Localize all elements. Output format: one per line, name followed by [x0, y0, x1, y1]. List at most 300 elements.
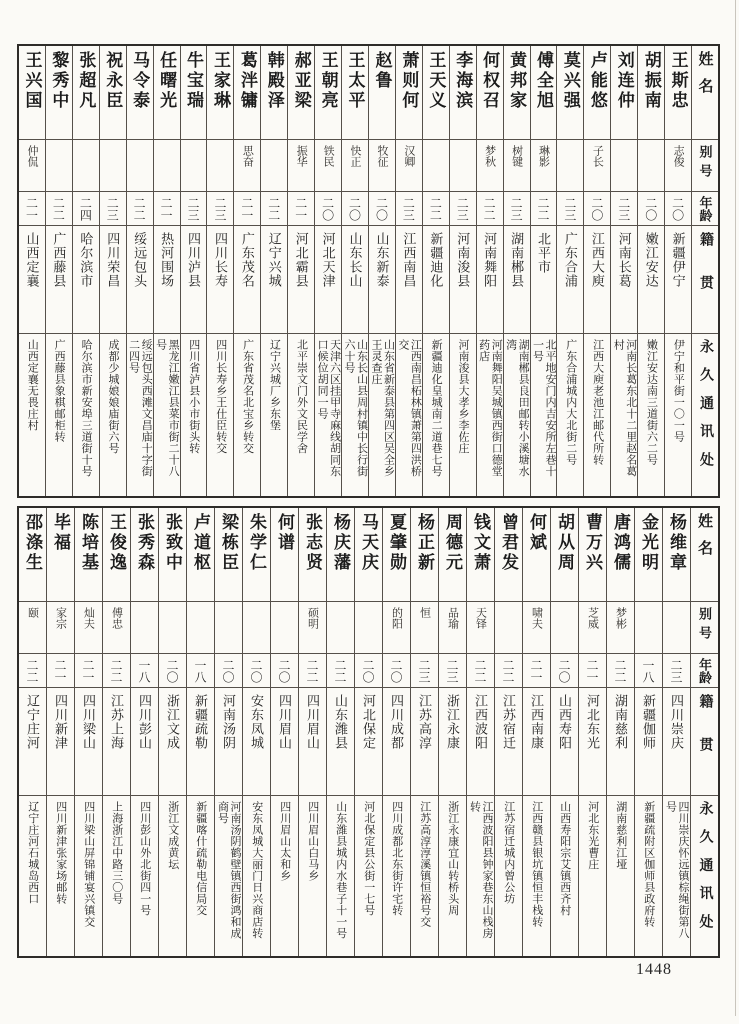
entry-column	[126, 46, 153, 496]
entry-address-cell	[355, 796, 382, 956]
entry-alias: 家宗	[54, 607, 67, 629]
entry-origin-cell	[423, 226, 449, 334]
entry-alias-cell	[584, 140, 610, 192]
entry-origin-cell	[131, 688, 158, 796]
entry-name: 何权召	[480, 51, 500, 111]
entry-alias: 思奋	[241, 145, 254, 167]
entry-alias: 硕明	[306, 607, 319, 629]
entry-origin-cell	[75, 688, 102, 796]
entry-address-cell	[207, 334, 233, 496]
entry-name: 莫兴强	[560, 51, 580, 111]
entry-address: 山东潍县城内水巷子十一号	[334, 801, 347, 939]
entry-origin-cell	[327, 688, 354, 796]
entry-address: 江苏宿迁城内曾公坊	[502, 801, 515, 905]
entry-column	[662, 508, 690, 956]
entry-age: 二三	[401, 196, 416, 221]
entry-age: 二二	[51, 196, 66, 221]
entry-alias: 梦彬	[614, 607, 627, 629]
entry-origin-cell	[73, 226, 99, 334]
entry-origin-cell	[215, 688, 242, 796]
entry-address-cell	[73, 334, 99, 496]
entry-age: 二二	[501, 658, 515, 683]
entry-age: 二三	[509, 196, 524, 221]
entry-origin: 浙江文成	[165, 694, 180, 750]
entry-address-cell	[299, 796, 326, 956]
entry-origin: 江西波阳	[473, 694, 488, 750]
entry-age: 二一	[239, 196, 254, 221]
entry-name: 黎秀中	[49, 51, 69, 111]
entry-origin: 山东长山	[347, 232, 363, 288]
entry-column	[326, 508, 354, 956]
entry-age-cell	[215, 654, 242, 688]
entry-age-cell	[299, 654, 326, 688]
entry-origin-cell	[439, 688, 466, 796]
entry-address-cell	[127, 334, 153, 496]
entry-name-cell	[691, 508, 718, 602]
entry-column	[494, 508, 522, 956]
entry-column	[522, 508, 550, 956]
entry-origin-cell	[207, 226, 233, 334]
entry-address-cell	[611, 334, 637, 496]
entry-address-cell	[327, 796, 354, 956]
entry-address-cell	[288, 334, 314, 496]
entry-name: 金光明	[639, 513, 658, 573]
entry-alias-cell	[299, 602, 326, 654]
entry-age-cell	[638, 192, 664, 226]
entry-origin: 湖南慈利	[613, 694, 628, 750]
entry-age-cell	[327, 654, 354, 688]
entry-column	[74, 508, 102, 956]
entry-address-cell	[477, 334, 503, 496]
entry-name: 傅全旭	[534, 51, 553, 111]
entry-alias-cell	[131, 602, 158, 654]
entry-column	[158, 508, 186, 956]
entry-origin: 四川新津	[53, 694, 68, 750]
entry-origin-cell	[579, 688, 606, 796]
entry-age: 二〇	[165, 658, 179, 683]
entry-origin: 新疆伽师	[641, 694, 656, 750]
entry-alias-cell	[355, 602, 382, 654]
entry-name: 胡振南	[641, 51, 661, 111]
entry-alias-cell	[261, 140, 287, 192]
entry-origin-cell	[691, 688, 718, 796]
entry-origin: 江西南昌	[401, 232, 417, 288]
header-column	[690, 508, 718, 956]
entry-age-cell	[579, 654, 606, 688]
directory-table-lower	[17, 506, 720, 958]
entry-origin-cell	[383, 688, 410, 796]
entry-address: 湖南郴县良田邮转小溪塘水湾	[504, 339, 530, 477]
entry-age-cell	[154, 192, 180, 226]
entry-address: 天津六区挂甲寺麻线胡同东口候位胡同一号	[316, 339, 341, 477]
entry-name-cell	[551, 508, 578, 602]
entry-name: 梁栋臣	[219, 513, 238, 573]
entry-origin-cell	[103, 688, 130, 796]
entry-address-cell	[103, 796, 130, 956]
entry-name: 王俊逸	[107, 513, 126, 573]
entry-address-cell	[234, 334, 260, 496]
entry-alias-cell	[495, 602, 522, 654]
entry-address: 四川彭山外北街四一号	[138, 801, 151, 916]
entry-alias: 颐	[26, 607, 39, 618]
entry-origin-cell	[19, 688, 46, 796]
entry-origin-cell	[100, 226, 126, 334]
entry-origin: 河北保定	[361, 694, 376, 750]
entry-age: 二二	[266, 196, 281, 221]
header-column	[691, 46, 718, 496]
entry-address: 河南长葛东北十二里赵名葛村	[612, 339, 637, 477]
entry-age-cell	[342, 192, 368, 226]
entry-age-cell	[261, 192, 287, 226]
entry-name-cell	[103, 508, 130, 602]
entry-address: 上海浙江中路三〇号	[110, 801, 123, 905]
entry-address: 河北东光曹庄	[586, 801, 599, 870]
entry-column	[186, 508, 214, 956]
entry-age: 二一	[293, 196, 308, 221]
entry-alias: 品瑜	[446, 607, 459, 629]
entry-address: 四川成都北东街许宅转	[390, 801, 403, 916]
entry-age-cell	[159, 654, 186, 688]
entry-age-cell	[531, 192, 557, 226]
entry-address: 北平地安门内吉安所左巷十一号	[531, 339, 557, 477]
entry-alias: 快正	[349, 145, 362, 167]
entry-origin: 嫩江安达	[643, 232, 659, 288]
entry-name: 毕福	[51, 513, 70, 553]
entry-age-cell	[557, 192, 583, 226]
entry-address: 河北保定县公街一七号	[362, 801, 375, 916]
entry-address: 江苏高淳淳溪镇恒裕号交	[418, 801, 431, 928]
entry-alias-cell	[439, 602, 466, 654]
entry-origin-cell	[467, 688, 494, 796]
entry-origin: 河北东光	[585, 694, 600, 750]
entry-age: 二一	[529, 658, 543, 683]
entry-age-cell	[127, 192, 153, 226]
entry-alias: 铁民	[322, 145, 335, 167]
entry-origin: 河南浚县	[455, 232, 471, 288]
entry-name: 郝亚梁	[291, 51, 311, 111]
entry-origin: 新疆疏勒	[193, 694, 208, 750]
entry-column	[637, 46, 664, 496]
entry-age-cell	[523, 654, 550, 688]
entry-name-cell	[131, 508, 158, 602]
entry-name: 王斯忠	[668, 51, 688, 111]
entry-name: 何谱	[275, 513, 294, 553]
entry-address: 新疆疏附区伽师县政府转	[642, 801, 655, 928]
entry-origin: 绥远包头	[132, 232, 148, 288]
entry-name: 萧则何	[399, 51, 419, 111]
entry-alias: 的阳	[390, 607, 403, 629]
entry-name-cell	[638, 46, 664, 140]
entry-address: 江西大庾老池江邮代所转	[591, 339, 604, 466]
entry-age: 二〇	[320, 196, 335, 221]
entry-origin-cell	[635, 688, 662, 796]
entry-origin-cell	[551, 688, 578, 796]
entry-age: 二二	[428, 196, 443, 221]
entry-origin-cell	[181, 226, 207, 334]
entry-origin-cell	[154, 226, 180, 334]
entry-column	[634, 508, 662, 956]
entry-column	[530, 46, 557, 496]
entry-origin-cell	[159, 688, 186, 796]
entry-alias: 振华	[295, 145, 308, 167]
entry-origin-cell	[288, 226, 314, 334]
entry-origin: 江苏上海	[109, 694, 124, 750]
entry-name-cell	[579, 508, 606, 602]
entry-age: 二〇	[277, 658, 291, 683]
entry-origin-cell	[46, 226, 72, 334]
entry-column	[287, 46, 314, 496]
column-header-age: 年龄	[697, 657, 712, 684]
entry-column	[72, 46, 99, 496]
entry-alias-cell	[665, 140, 691, 192]
entry-origin: 新疆伊宁	[670, 232, 686, 288]
entry-name: 任曙光	[157, 51, 177, 111]
entry-name-cell	[450, 46, 476, 140]
entry-column	[233, 46, 260, 496]
column-header-name: 姓名	[696, 513, 712, 567]
entry-name-cell	[19, 46, 45, 140]
entry-address-cell	[411, 796, 438, 956]
entry-alias-cell	[271, 602, 298, 654]
entry-address: 新疆迪化皇城南二道巷七号	[430, 339, 443, 477]
entry-address-cell	[607, 796, 634, 956]
entry-column	[449, 46, 476, 496]
entry-age-cell	[665, 192, 691, 226]
entry-alias-cell	[315, 140, 341, 192]
entry-address: 四川梁山屏锦铺宴兴镇交	[82, 801, 95, 928]
entry-address-cell	[243, 796, 270, 956]
entry-address: 伊宁和平街一〇一号	[672, 339, 685, 443]
entry-address: 山西寿阳宗艾镇西齐村	[558, 801, 571, 916]
entry-age: 二〇	[557, 658, 571, 683]
entry-alias-cell	[342, 140, 368, 192]
entry-age-cell	[691, 654, 718, 688]
entry-origin-cell	[611, 226, 637, 334]
entry-origin: 河南长葛	[616, 232, 632, 288]
entry-address: 黑龙江嫩江县菜市街二十八号	[154, 339, 180, 477]
entry-address-cell	[691, 796, 718, 956]
entry-alias-cell	[523, 602, 550, 654]
entry-column	[314, 46, 341, 496]
entry-address: 湖南慈利江垭	[614, 801, 627, 870]
entry-address: 四川省泸县小市街头转	[187, 339, 200, 454]
entry-origin: 江西南康	[529, 694, 544, 750]
entry-column	[260, 46, 287, 496]
entry-age: 二一	[53, 658, 67, 683]
entry-age-cell	[234, 192, 260, 226]
entry-address-cell	[19, 334, 45, 496]
entry-age-cell	[75, 654, 102, 688]
entry-name: 刘连仲	[614, 51, 634, 111]
entry-name-cell	[288, 46, 314, 140]
entry-name: 王家琳	[210, 51, 230, 111]
entry-column	[214, 508, 242, 956]
entry-age: 二一	[159, 196, 174, 221]
entry-name-cell	[477, 46, 503, 140]
entry-name-cell	[557, 46, 583, 140]
entry-age: 二三	[417, 658, 431, 683]
entry-alias-cell	[127, 140, 153, 192]
entry-name-cell	[607, 508, 634, 602]
entry-age: 二三	[212, 196, 227, 221]
entry-alias-cell	[579, 602, 606, 654]
entry-name-cell	[423, 46, 449, 140]
entry-age-cell	[663, 654, 690, 688]
entry-address-cell	[271, 796, 298, 956]
entry-age: 一八	[137, 658, 151, 683]
entry-age-cell	[467, 654, 494, 688]
entry-alias-cell	[692, 140, 718, 192]
entry-name-cell	[46, 46, 72, 140]
entry-name-cell	[467, 508, 494, 602]
entry-address: 江西波阳县钟家巷东山栈房转	[468, 801, 494, 939]
entry-column	[466, 508, 494, 956]
entry-age-cell	[187, 654, 214, 688]
entry-address: 山西定襄无畏庄村	[26, 339, 39, 431]
entry-address: 四川长寿乡王仕臣转交	[214, 339, 227, 454]
entry-name: 张志贤	[303, 513, 322, 573]
entry-origin: 四川眉山	[305, 694, 320, 750]
entry-origin-cell	[396, 226, 422, 334]
entry-name-cell	[342, 46, 368, 140]
entry-name-cell	[369, 46, 395, 140]
entry-address-cell	[181, 334, 207, 496]
entry-age-cell	[635, 654, 662, 688]
entry-name-cell	[75, 508, 102, 602]
entry-origin: 热河围场	[159, 232, 175, 288]
entry-origin: 河南舞阳	[482, 232, 498, 288]
entry-name: 唐鸿儒	[611, 513, 630, 573]
entry-alias: 树键	[510, 145, 523, 167]
entry-address-cell	[131, 796, 158, 956]
entry-alias-cell	[638, 140, 664, 192]
entry-origin-cell	[355, 688, 382, 796]
entry-origin-cell	[234, 226, 260, 334]
entry-column	[550, 508, 578, 956]
entry-origin: 广东茂名	[239, 232, 255, 288]
entry-origin: 四川崇庆	[669, 694, 684, 750]
entry-address-cell	[495, 796, 522, 956]
entry-age: 二〇	[221, 658, 235, 683]
entry-alias-cell	[159, 602, 186, 654]
entry-address: 河南浚县大孝乡李佐庄	[457, 339, 469, 454]
entry-name-cell	[154, 46, 180, 140]
entry-column	[556, 46, 583, 496]
entry-name-cell	[73, 46, 99, 140]
entry-name: 夏肇勋	[387, 513, 406, 573]
entry-origin-cell	[187, 688, 214, 796]
entry-address: 安东凤城大丽门日兴商店转	[250, 801, 263, 939]
entry-name: 邵涤生	[23, 513, 42, 573]
entry-column	[130, 508, 158, 956]
column-header-origin: 籍贯	[697, 694, 713, 781]
entry-column	[46, 508, 74, 956]
entry-alias-cell	[46, 140, 72, 192]
entry-origin: 江苏宿迁	[501, 694, 516, 750]
entry-origin-cell	[315, 226, 341, 334]
entry-alias-cell	[215, 602, 242, 654]
entry-alias-cell	[504, 140, 530, 192]
entry-address-cell	[635, 796, 662, 956]
entry-age-cell	[611, 192, 637, 226]
entry-column	[410, 508, 438, 956]
entry-age: 二三	[669, 658, 683, 683]
entry-name: 牛宝瑞	[184, 51, 204, 111]
entry-column	[610, 46, 637, 496]
entry-age: 二一	[585, 658, 599, 683]
entry-address: 江西南昌柘林镇萧第四洪桥交	[396, 339, 422, 477]
entry-age-cell	[383, 654, 410, 688]
entry-age: 二〇	[249, 658, 263, 683]
entry-age: 二三	[105, 196, 120, 221]
entry-name: 张超凡	[76, 51, 96, 111]
entry-alias-cell	[551, 602, 578, 654]
entry-name: 韩殿泽	[264, 51, 284, 111]
entry-column	[206, 46, 233, 496]
entry-origin: 辽宁兴城	[266, 232, 282, 288]
entry-age: 二三	[562, 196, 577, 221]
entry-age-cell	[369, 192, 395, 226]
entry-origin: 安东凤城	[249, 694, 264, 750]
entry-alias-cell	[607, 602, 634, 654]
entry-address: 成都少城娘娘庙街六号	[107, 339, 120, 454]
entry-age: 二三	[445, 658, 459, 683]
entry-column	[578, 508, 606, 956]
entry-name: 卢能悠	[587, 51, 607, 111]
entry-address: 河南汤阴鹤壁镇西街鸿和成商号	[216, 801, 242, 939]
entry-address-cell	[638, 334, 664, 496]
entry-column	[476, 46, 503, 496]
entry-alias-cell	[207, 140, 233, 192]
entry-name-cell	[19, 508, 46, 602]
entry-name-cell	[439, 508, 466, 602]
entry-origin-cell	[638, 226, 664, 334]
entry-origin: 北平市	[536, 232, 551, 274]
entry-name-cell	[584, 46, 610, 140]
entry-address: 辽宁庄河石城岛西口	[26, 801, 39, 905]
entry-origin-cell	[299, 688, 326, 796]
entry-address: 新疆喀什疏勒电信局交	[194, 801, 207, 916]
entry-age-cell	[450, 192, 476, 226]
column-header-origin: 籍贯	[698, 232, 714, 319]
entry-alias: 恒	[418, 607, 431, 618]
entry-origin: 山西定襄	[24, 232, 40, 288]
entry-address-cell	[154, 334, 180, 496]
entry-address-cell	[665, 334, 691, 496]
entry-origin-cell	[243, 688, 270, 796]
entry-origin: 广西藤县	[51, 232, 67, 288]
entry-origin: 四川长寿	[212, 232, 228, 288]
entry-origin-cell	[504, 226, 530, 334]
entry-address-cell	[47, 796, 74, 956]
entry-column	[298, 508, 326, 956]
entry-name: 王太平	[345, 51, 365, 111]
entry-alias-cell	[635, 602, 662, 654]
entry-address-cell	[75, 796, 102, 956]
entry-age: 一八	[193, 658, 207, 683]
entry-address-cell	[46, 334, 72, 496]
entry-name-cell	[523, 508, 550, 602]
entry-origin-cell	[19, 226, 45, 334]
entry-address-cell	[450, 334, 476, 496]
entry-name-cell	[159, 508, 186, 602]
entry-origin: 山东新泰	[374, 232, 390, 288]
entry-alias-cell	[187, 602, 214, 654]
entry-alias-cell	[19, 602, 46, 654]
entry-name-cell	[234, 46, 260, 140]
entry-address-cell	[663, 796, 690, 956]
entry-age-cell	[100, 192, 126, 226]
